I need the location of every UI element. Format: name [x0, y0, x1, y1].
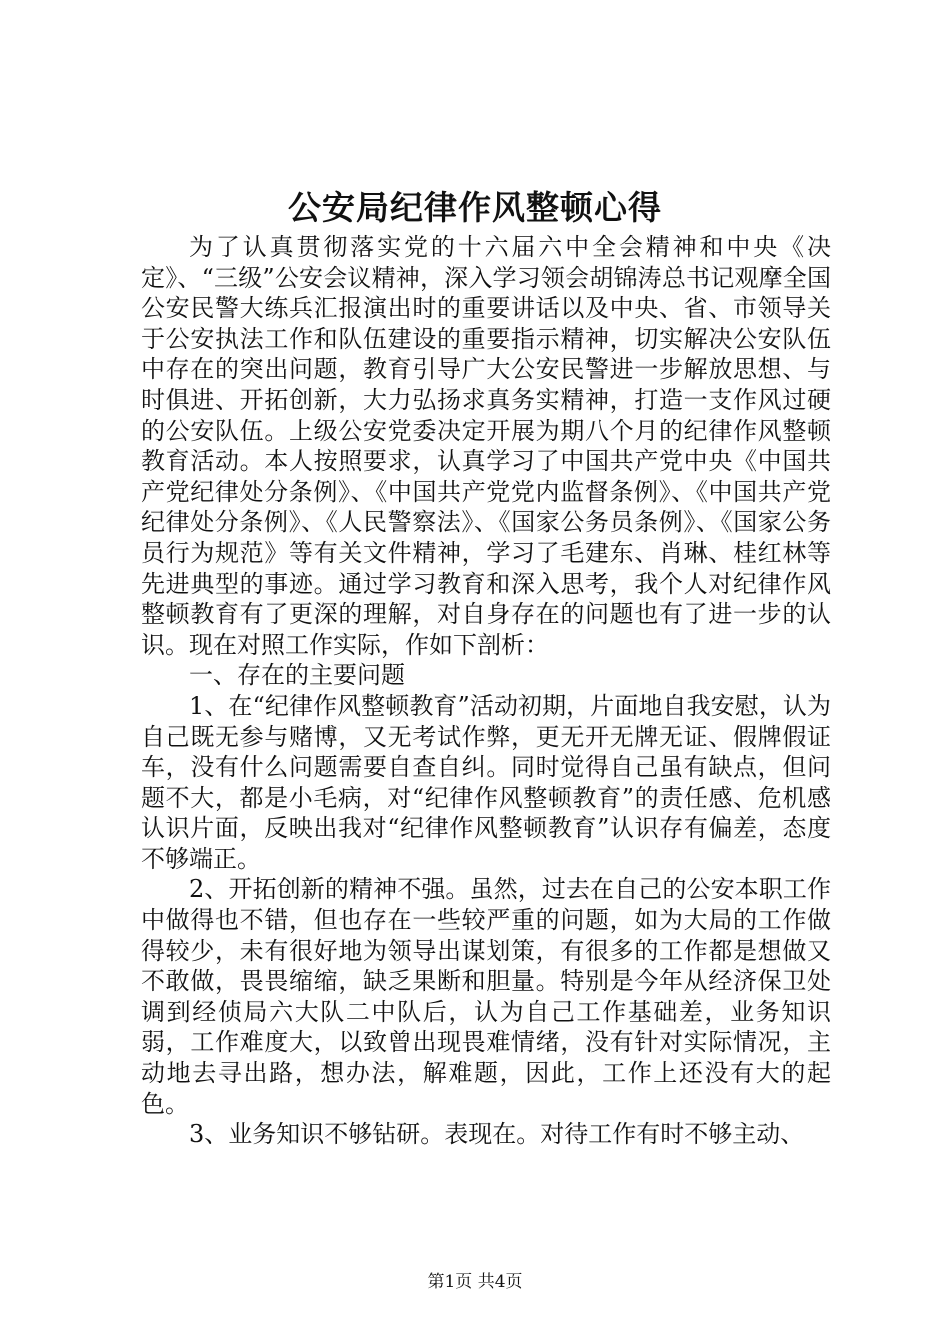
paragraph-item-2: 2、开拓创新的精神不强。虽然，过去在自己的公安本职工作中做得也不错，但也存在一些较严重的问题，如为大局的工作做得较少，未有很好地为领导出谋划策，有很多的工作都是想做又不敢做，畏畏缩缩，缺乏果断和胆量。特别是今年从经济保卫处调到经侦局六大队二中队后，认为自己工作基础差，业务知识弱，工作难度大，以致曾出现畏难情绪，没有针对实际情况，主动地去寻出路，想办法，解难题，因此，工作上还没有大的起色。: [141, 875, 831, 1118]
paragraph-item-3: 3、业务知识不够钻研。表现在。对待工作有时不够主动、: [189, 1120, 805, 1149]
paragraph-item-1: 1、在“纪律作风整顿教育”活动初期，片面地自我安慰，认为自己既无参与赌博，又无考试作弊，更无开无牌无证、假牌假证车，没有什么问题需要自查自纠。同时觉得自己虽有缺点，但问题不大，都是小毛病，对“纪律作风整顿教育”的责任感、危机感认识片面，反映出我对“纪律作风整顿教育”认识存有偏差，态度不够端正。: [141, 691, 831, 873]
document-title: 公安局纪律作风整顿心得: [288, 188, 662, 227]
page-number-footer: 第1页 共4页: [427, 1272, 523, 1292]
document-body: [141, 232, 831, 1150]
section-heading: 一、存在的主要问题: [189, 661, 405, 690]
paragraph-intro: 为了认真贯彻落实党的十六届六中全会精神和中央《决定》、“三级”公安会议精神，深入学习领会胡锦涛总书记观摩全国公安民警大练兵汇报演出时的重要讲话以及中央、省、市领导关于公安执法工作和队伍建设的重要指示精神，切实解决公安队伍中存在的突出问题，教育引导广大公安民警进一步解放思想、与时俱进、开拓创新，大力弘扬求真务实精神，打造一支作风过硬的公安队伍。上级公安党委决定开展为期八个月的纪律作风整顿教育活动。本人按照要求，认真学习了中国共产党中央《中国共产党纪律处分条例》、《中国共产党党内监督条例》、《中国共产党纪律处分条例》、《人民警察法》、《国家公务员条例》、《国家公务员行为规范》等有关文件精神，学习了毛建东、肖琳、桂红林等先进典型的事迹。通过学习教育和深入思考，我个人对纪律作风整顿教育有了更深的理解，对自身存在的问题也有了进一步的认识。现在对照工作实际，作如下剖析：: [141, 233, 831, 659]
